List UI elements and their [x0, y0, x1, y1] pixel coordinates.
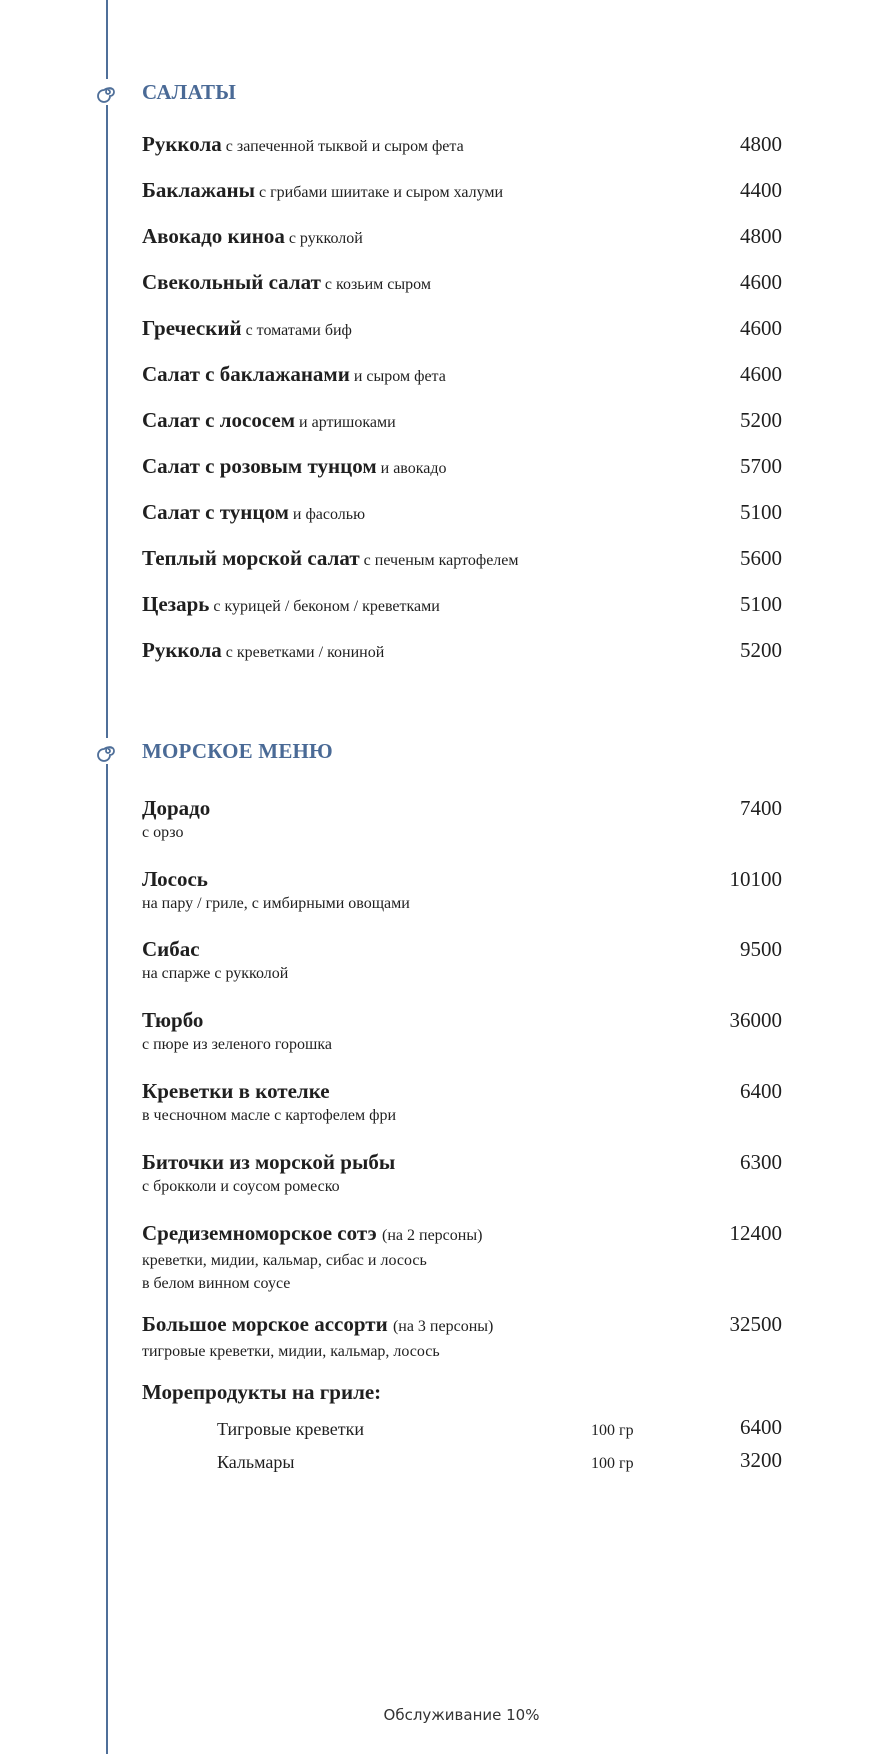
- item-name: Креветки в котелке: [142, 1079, 330, 1103]
- item-description: с орзо: [142, 824, 184, 841]
- item-price: 5600: [740, 546, 782, 570]
- item-name: Авокадо киноа: [142, 224, 285, 248]
- item-price: 6300: [740, 1150, 782, 1174]
- section-title-seafood: МОРСКОЕ МЕНЮ: [142, 739, 333, 763]
- item-description: с печеным картофелем: [363, 552, 519, 569]
- item-name: Салат с баклажанами: [142, 362, 350, 386]
- menu-item: [142, 223, 782, 253]
- item-price: 4600: [740, 362, 782, 386]
- menu-item: [142, 407, 782, 437]
- item-price: 5700: [740, 454, 782, 478]
- item-price: 6400: [740, 1079, 782, 1103]
- menu-item: [142, 269, 782, 299]
- item-name: Тюрбо: [142, 1008, 204, 1032]
- item-name: Теплый морской салат: [142, 546, 360, 570]
- item-description: и сыром фета: [353, 368, 446, 385]
- item-name: Большое морское ассорти: [142, 1312, 388, 1336]
- item-note: (на 3 персоны): [392, 1318, 494, 1335]
- menu-item: [142, 131, 782, 161]
- item-description: с рукколой: [288, 230, 363, 247]
- grill-item-price: 6400: [740, 1415, 782, 1439]
- item-description: с креветками / кониной: [225, 644, 385, 661]
- grill-item-weight: 100 гр: [591, 1455, 634, 1472]
- menu-item: [142, 1311, 782, 1363]
- item-description: на спарже с рукколой: [142, 965, 289, 982]
- service-charge-note: Обслуживание 10%: [383, 1706, 540, 1724]
- menu-item: [142, 499, 782, 529]
- item-name: Биточки из морской рыбы: [142, 1150, 396, 1174]
- item-price: 5200: [740, 638, 782, 662]
- grill-item-weight: 100 гр: [591, 1422, 634, 1439]
- spiral-ornament-icon: [95, 79, 121, 105]
- menu-item: [142, 453, 782, 483]
- grill-item-price: 3200: [740, 1448, 782, 1472]
- grill-item: [142, 1449, 782, 1475]
- item-name: Греческий: [142, 316, 242, 340]
- item-name: Салат с розовым тунцом: [142, 454, 377, 478]
- item-note: (на 2 персоны): [382, 1227, 483, 1244]
- menu-item: [142, 177, 782, 207]
- item-description: с курицей / беконом / креветками: [213, 598, 440, 615]
- item-description: в белом винном соусе: [142, 1275, 291, 1292]
- item-name: Лосось: [142, 867, 208, 891]
- grill-item: [142, 1416, 782, 1442]
- item-description: на пару / гриле, с имбирными овощами: [142, 895, 410, 912]
- item-description: тигровые креветки, мидии, кальмар, лосось: [142, 1343, 440, 1360]
- item-name: Салат с тунцом: [142, 500, 289, 524]
- item-price: 7400: [740, 796, 782, 820]
- item-price: 5100: [740, 500, 782, 524]
- decorative-vertical-line: [106, 0, 108, 1754]
- item-description: с запеченной тыквой и сыром фета: [225, 138, 464, 155]
- menu-item: [142, 591, 782, 621]
- grill-subsection-title: Морепродукты на гриле:: [142, 1380, 382, 1404]
- item-price: 36000: [729, 1008, 782, 1032]
- menu-item: [142, 315, 782, 345]
- menu-item: [142, 866, 782, 915]
- menu-item: [142, 1220, 782, 1295]
- grill-item-name: Тигровые креветки: [217, 1419, 365, 1439]
- item-price: 10100: [729, 867, 782, 891]
- item-description: с пюре из зеленого горошка: [142, 1036, 332, 1053]
- item-description: с брокколи и соусом ромеско: [142, 1178, 340, 1195]
- item-description: и авокадо: [380, 460, 447, 477]
- item-name: Сибас: [142, 937, 200, 961]
- item-description: креветки, мидии, кальмар, сибас и лосось: [142, 1252, 427, 1269]
- menu-item: [142, 1007, 782, 1056]
- item-price: 4800: [740, 132, 782, 156]
- item-name: Руккола: [142, 132, 222, 156]
- item-price: 32500: [729, 1312, 782, 1336]
- menu-item: [142, 361, 782, 391]
- menu-item: [142, 637, 782, 667]
- item-description: и артишоками: [299, 414, 396, 431]
- item-price: 9500: [740, 937, 782, 961]
- item-name: Средиземноморское сотэ: [142, 1221, 377, 1245]
- grill-item-name: Кальмары: [217, 1452, 295, 1472]
- menu-item: [142, 1149, 782, 1198]
- menu-item: [142, 1078, 782, 1127]
- item-price: 5100: [740, 592, 782, 616]
- item-price: 4800: [740, 224, 782, 248]
- spiral-ornament-icon: [95, 738, 121, 764]
- item-name: Цезарь: [142, 592, 210, 616]
- item-name: Баклажаны: [142, 178, 255, 202]
- item-description: в чесночном масле с картофелем фри: [142, 1107, 396, 1124]
- item-name: Дорадо: [142, 796, 211, 820]
- item-price: 4600: [740, 316, 782, 340]
- item-price: 4600: [740, 270, 782, 294]
- item-price: 5200: [740, 408, 782, 432]
- item-name: Салат с лососем: [142, 408, 296, 432]
- menu-item: [142, 795, 782, 844]
- item-description: с грибами шиитаке и сыром халуми: [259, 184, 504, 201]
- menu-item: [142, 545, 782, 575]
- item-description: и фасолью: [292, 506, 366, 523]
- section-title-salads: САЛАТЫ: [142, 80, 237, 104]
- item-description: с томатами биф: [245, 322, 352, 339]
- menu-item: [142, 936, 782, 985]
- item-price: 4400: [740, 178, 782, 202]
- item-name: Свекольный салат: [142, 270, 321, 294]
- item-price: 12400: [729, 1221, 782, 1245]
- item-description: с козьим сыром: [324, 276, 431, 293]
- item-name: Руккола: [142, 638, 222, 662]
